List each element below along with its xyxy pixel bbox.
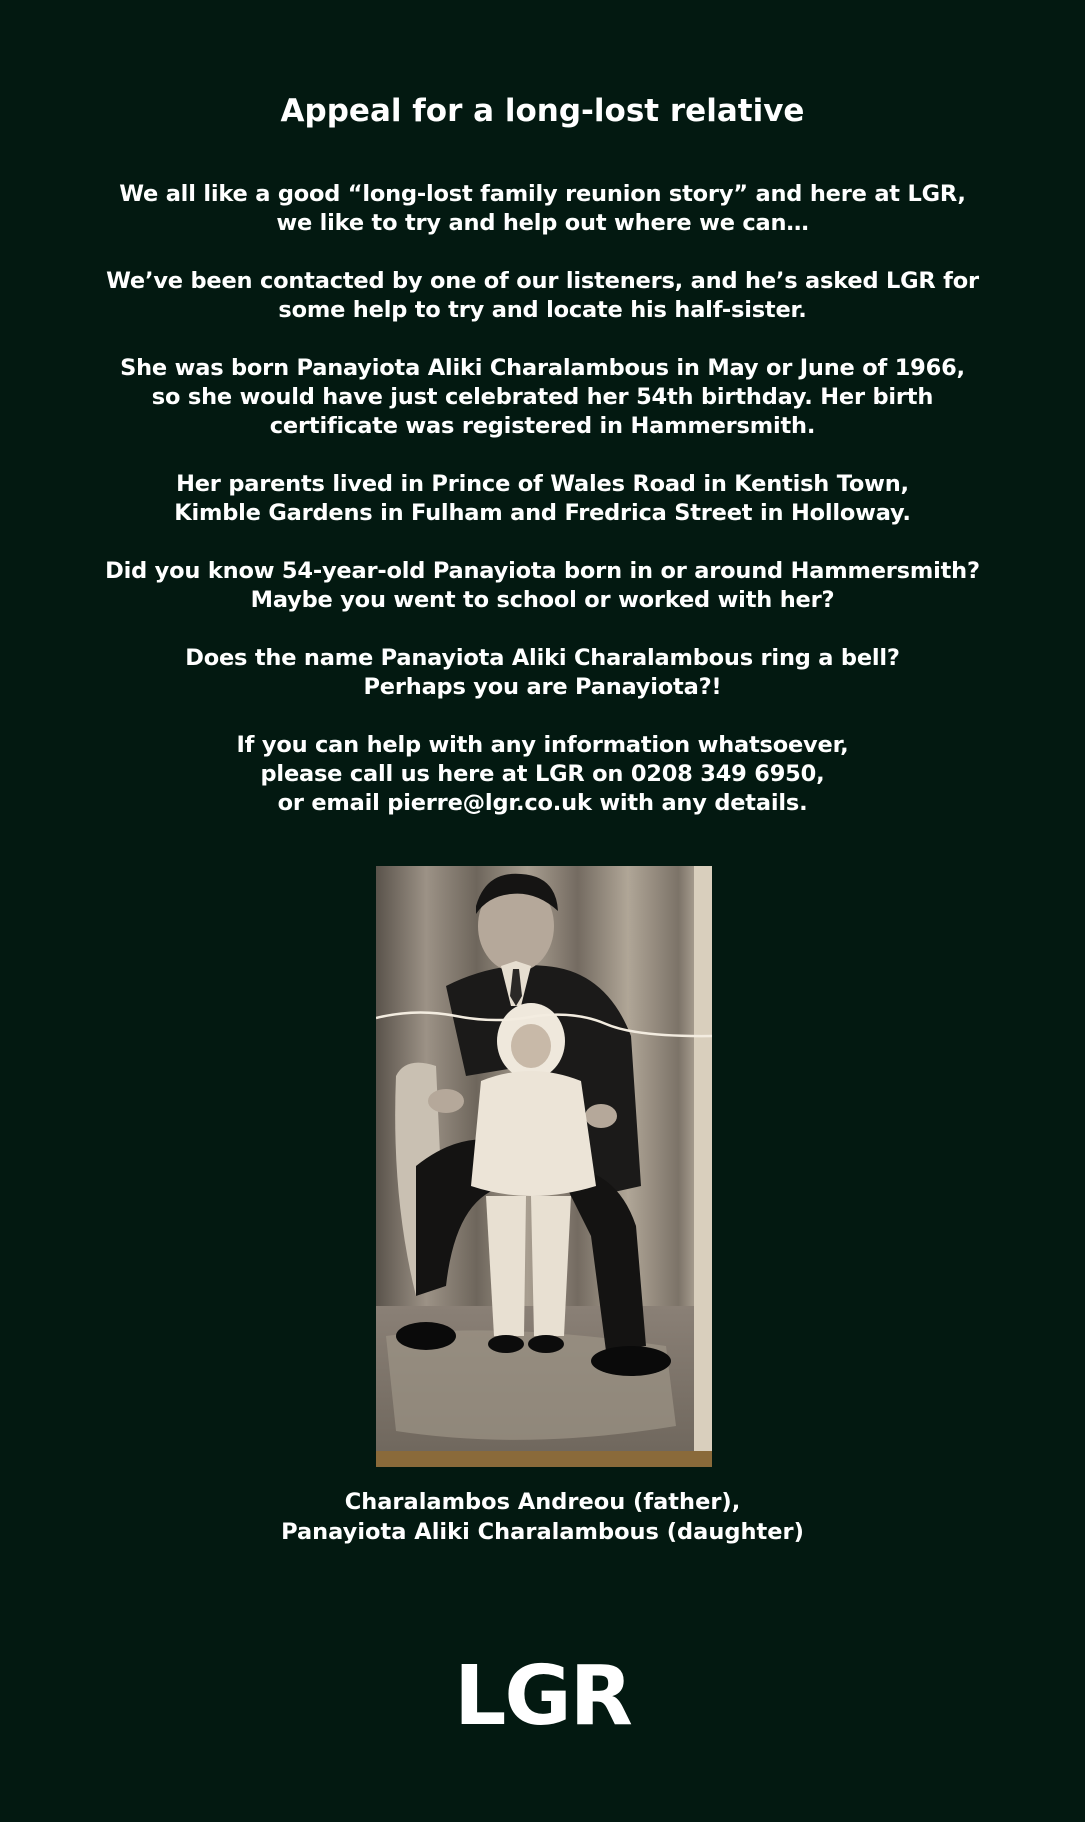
text-line: We’ve been contacted by one of our listeners, and he’s asked LGR for (106, 268, 979, 294)
intro-paragraph (60, 180, 1025, 238)
text-line: Her parents lived in Prince of Wales Road in Kentish Town, (176, 471, 909, 497)
text-line: certificate was registered in Hammersmith. (269, 413, 816, 439)
caption-line-daughter: Panayiota Aliki Charalambous (daughter) (281, 1519, 804, 1545)
page-title: Appeal for a long-lost relative (280, 93, 805, 129)
text-line: we like to try and help out where we can… (276, 210, 809, 236)
birth-details-paragraph (60, 354, 1025, 441)
photo-caption (0, 1487, 1085, 1547)
text-line: She was born Panayiota Aliki Charalambous in May or June of 1966, (120, 355, 965, 381)
family-photo-illustration (376, 866, 712, 1467)
text-line: We all like a good “long-lost family reunion story” and here at LGR, (119, 181, 966, 207)
family-photo (376, 866, 712, 1467)
text-line: or email pierre@lgr.co.uk with any details. (277, 790, 808, 816)
contact-paragraph (60, 267, 1025, 325)
text-line: Kimble Gardens in Fulham and Fredrica Street in Holloway. (174, 500, 911, 526)
text-line: Did you know 54-year-old Panayiota born in or around Hammersmith? (105, 558, 980, 584)
caption-line-father: Charalambos Andreou (father), (344, 1489, 741, 1515)
lgr-logo-text: LGR (454, 1649, 631, 1738)
text-line: please call us here at LGR on 0208 349 6950, (260, 761, 825, 787)
text-line: so she would have just celebrated her 54th birthday. Her birth (151, 384, 934, 410)
name-question-paragraph (60, 644, 1025, 702)
text-line: some help to try and locate his half-sister. (278, 297, 807, 323)
call-to-action-paragraph (60, 731, 1025, 818)
text-line: Perhaps you are Panayiota?! (363, 674, 722, 700)
text-line: If you can help with any information whatsoever, (236, 732, 849, 758)
lgr-logo (0, 1648, 1085, 1738)
question-paragraph (60, 557, 1025, 615)
text-line: Maybe you went to school or worked with her? (250, 587, 835, 613)
text-line: Does the name Panayiota Aliki Charalambous ring a bell? (185, 645, 900, 671)
parents-addresses-paragraph (60, 470, 1025, 528)
